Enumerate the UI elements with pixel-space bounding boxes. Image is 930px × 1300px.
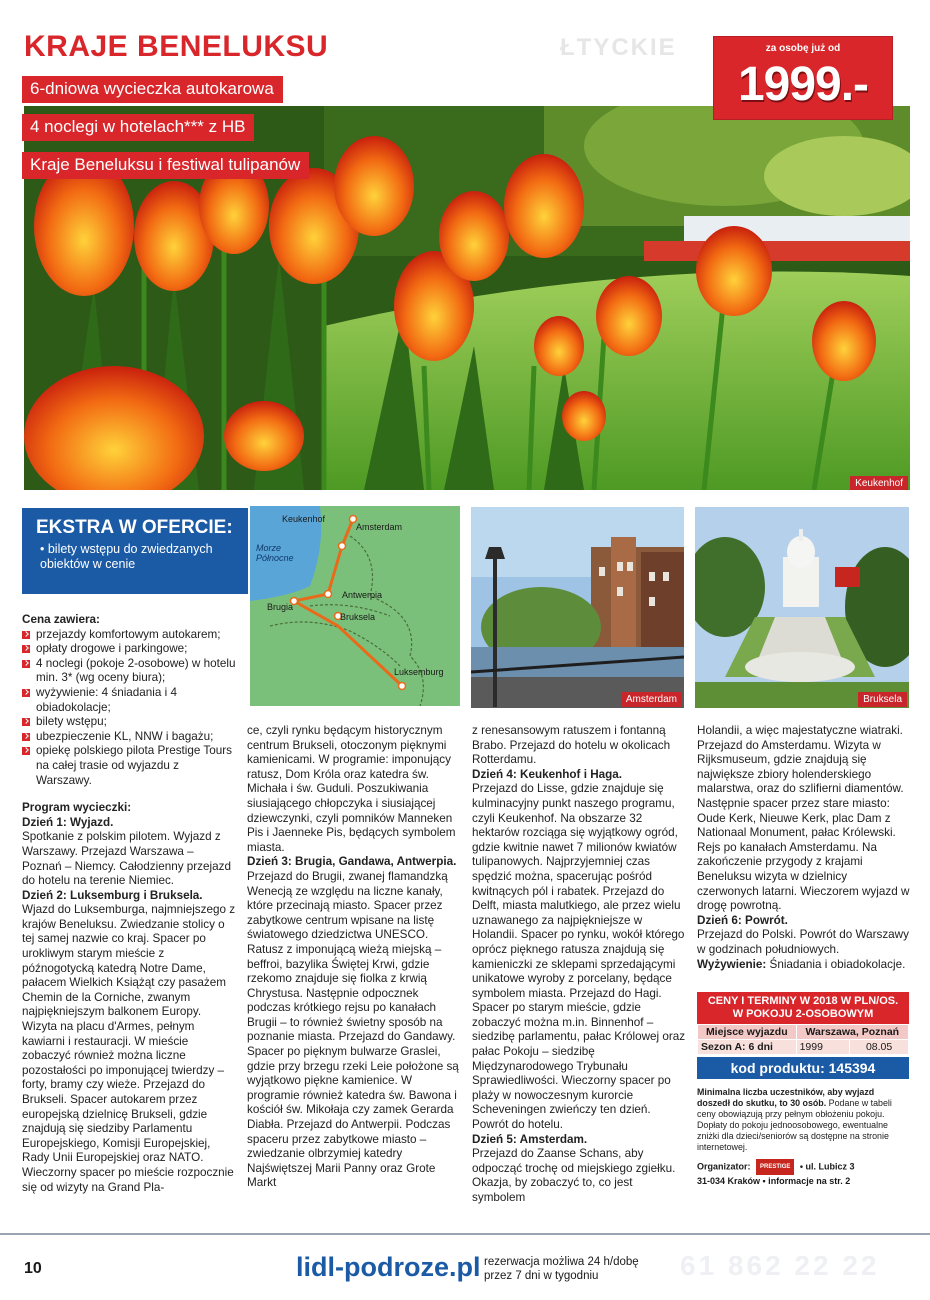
day2-text: Wjazd do Luksemburga, najmniejszego z krajów Beneluksu. Zwiedzanie stolicy o tej samej nazwie co kraj. Spacer po urokliwym starym mieście z późnogotycką katedrą Notre Dame, pałacem Wielkich Książąt czy pasażem Chemin de la Corniche, zwanym najpiękniejszym balkonem Europy. Wizyta na placu d'Armes, pełnym kawiarni i restauracji. W mieście zobaczyć również można liczne pozostałości po imponującej twierdzy – forty, bramy czy wieże. Przejazd do Brukseli. Spacer autokarem przez europejską dzielnicę Brukseli, gdzie znajdują się siedziby Parlamentu Europejskiego, Komisji Europejskiej, Rady Unii Europejskiej oraz NATO. Wieczorny spacer po mieście rozpocznie się od wizyty na Grand Pla- <box>22 903 236 1194</box>
col2-text: ce, czyli rynku będącym historycznym centrum Brukseli, otoczonym pięknymi kamienicami. W programie: imponujący ratusz, Dom Króla oraz katedra św. Michała i św. Guduli. Poszukiwania siusiającego chłopczyka i siusiającej dziewczynki, czyli pomników Manneken Pis i Jaenneke Pis, będących symbolem miasta. <box>247 724 456 854</box>
date-cell: 08.05 <box>850 1040 909 1055</box>
organizer-address-1: • ul. Lubicz 3 <box>799 1161 855 1172</box>
day3-text: Przejazd do Brugii, zwanej flamandzką Wenecją ze względu na liczne kanały, które przecinają miasto. Spacer przez zabytkowe centrum wpisane na listę światowego dziedzictwa UNESCO. Ratusz z imponującą wieżą miejską – beffroi, bazylika Świętej Krwi, gdzie rzekomo znajduje się fiolka z krwią Chrystusa. Następnie odpocznek podczas krótkiego rejsu po kanałach Brugii – to również świetny sposób na poznanie miasta. Przejazd do Gandawy. Spacer po pięknym bulwarze Graslei, gdzie przy brzegu rzeki Leie położone są wyjątkowo piękne kamienice. W programie również katedra św. Bawona i kościół św. Mikołaja czy zamek Gerarda Diabła. Przejazd do Antwerpii. Podczas spaceru przez zabytkowe miasto – zwiedzanie olbrzymiej katedry Najświętszej Marii Panny oraz Grote Markt <box>247 869 459 1190</box>
price-box <box>714 37 892 119</box>
price-table-header <box>697 992 909 1024</box>
organizer <box>697 1159 909 1187</box>
brussels-caption: Bruksela <box>858 692 907 707</box>
note-text: Podane w tabeli ceny obowiązują przy pełnym obłożeniu pokoju. Dopłaty do pokoju jednoosobowego, ewentualne zniżki dla dzieci/seniorów są dostępne na stronie internetowej. <box>697 1098 892 1152</box>
column-4 <box>697 724 910 972</box>
day6-title: Dzień 6: Powrót. <box>697 913 788 927</box>
phone-number: 61 862 22 22 <box>680 1250 880 1281</box>
list-item: 4 noclegi (pokoje 2-osobowe) w hotelu min. 3* (wg oceny biura); <box>22 657 236 686</box>
list-item: opłaty drogowe i parkingowe; <box>22 642 236 657</box>
price-table-heading-2: W POKOJU 2-OSOBOWYM <box>732 1008 874 1020</box>
day4-text: Przejazd do Lisse, gdzie znajduje się kulminacyjny punkt naszego programu, czyli Keukenhof. Na obszarze 32 hektarów rozciąga się wyjątkowy ogród, gdzie kwitnie nawet 7 milionów kwiatów tulipanowych. Najprzyjemniej czas spędzić można, spacerując pośród kwitnących pól i rabatek. Przejazd do Delft, miasta malutkiego, ale przez wielu uznawanego za najpiękniejsze w Holandii. Spacer po rynku, wokół którego oprócz pięknego ratusza znajdują się kamieniczki ze sklepami sprzedającymi unikatowe wyroby z porcelany, będące symbolem miasta. Przejazd do Hagi. Spacer po starym mieście, gdzie zobaczyć można m.in. Binnenhof – siedzibę parlamentu, pałac Królowej oraz pałac Pokoju – siedzibę Międzynarodowego Trybunału Sprawiedliwości. Wieczorny spacer po plaży w nowoczesnym kurorcie Scheveningen zwieńczy ten dzień. Powrót do hotelu. <box>472 782 686 1132</box>
cena-title: Cena zawiera: <box>22 613 100 626</box>
note-bold: Minimalna liczba uczestników, aby wyjazd doszedł do skutku, to 30 osób. <box>697 1087 875 1108</box>
col3-text: z renesansowym ratuszem i fontanną Brabo. Przejazd do hotelu w okolicach Rotterdamu. <box>472 724 671 767</box>
price-value: 1999.- <box>737 58 869 111</box>
map-label-amsterdam: Amsterdam <box>356 522 403 532</box>
col4-text: Holandii, a więc majestatyczne wiatraki. Przejazd do Amsterdamu. Wizyta w Rijksmuseum, gdzie znajdują się największe zbiory holenderskiego malarstwa, oraz do szlifierni diamentów. Następnie spacer przez stare miasto: Oude Kerk, Nieuwe Kerk, plac Dam z Nationaal Monument, pałac Królewski. Rejs po kanałach Amsterdamu. Na zakończenie przygody z krajami Beneluksu wizyta w dzielnicy czerwonych latarni. Wieczorem wyjazd w drogę powrotną. <box>697 724 910 913</box>
ekstra-box <box>22 508 248 594</box>
list-item: opiekę polskiego pilota Prestige Tours na całej trasie od wyjazdu z Warszawy. <box>22 744 236 788</box>
product-code: kod produktu: 145394 <box>697 1057 909 1079</box>
hero-caption: Keukenhof <box>850 476 908 490</box>
website-link[interactable]: lidl-podroze.pl <box>296 1252 481 1282</box>
map-label-brugia: Brugia <box>267 602 294 612</box>
price-table <box>697 992 909 1079</box>
meals-text: Śniadania i obiadokolacje. <box>769 957 906 971</box>
page-number: 10 <box>24 1260 42 1277</box>
tag-theme: Kraje Beneluksu i festiwal tulipanów <box>22 152 309 179</box>
booking-line-1: rezerwacja możliwa 24 h/dobę <box>484 1256 639 1268</box>
season-cell: Sezon A: 6 dni <box>698 1040 797 1055</box>
day1-text: Spotkanie z polskim pilotem. Wyjazd z Warszawy. Przejazd Warszawa – Poznań – Niemcy. Całodzienny przejazd do hotelu na terenie Niemiec. <box>22 830 231 888</box>
column-2 <box>247 724 461 1191</box>
price-table-grid <box>697 1024 909 1055</box>
list-item: przejazdy komfortowym autokarem; <box>22 628 236 643</box>
day3-title: Dzień 3: Brugia, Gandawa, Antwerpia. <box>247 855 457 869</box>
map-label-bruksela: Bruksela <box>340 612 376 622</box>
ekstra-title: EKSTRA W OFERCIE: <box>36 517 233 538</box>
city-header: Warszawa, Poznań <box>796 1025 908 1040</box>
list-item: wyżywienie: 4 śniadania i 4 obiadokolacje; <box>22 686 236 715</box>
meals-label: Wyżywienie: <box>697 957 767 971</box>
participants-note <box>697 1087 909 1153</box>
program-title: Program wycieczki: <box>22 801 132 815</box>
footer-divider <box>0 1233 930 1235</box>
organizer-label: Organizator: <box>697 1161 751 1172</box>
cena-list <box>22 628 236 789</box>
map-label-luksemburg: Luksemburg <box>394 667 444 677</box>
booking-line-2: przez 7 dni w tygodniu <box>484 1270 599 1282</box>
amsterdam-photo <box>471 507 684 708</box>
booking-info <box>484 1255 639 1283</box>
day2-title: Dzień 2: Luksemburg i Bruksela. <box>22 888 203 902</box>
departure-header: Miejsce wyjazdu <box>698 1025 797 1040</box>
route-map <box>250 506 460 706</box>
day5-text: Przejazd do Zaanse Schans, aby odpocząć trochę od miejskiego zgiełku. Okazja, by zobaczyć to, co jest symbolem <box>472 1147 676 1204</box>
tag-trip-type: 6-dniowa wycieczka autokarowa <box>22 76 283 103</box>
ghost-title: ŁTYCKIE <box>560 34 677 61</box>
map-label-keukenhof: Keukenhof <box>282 514 326 524</box>
map-label-antwerpia: Antwerpia <box>342 590 383 600</box>
ekstra-bullet: • bilety wstępu do zwiedzanych obiektów w cenie <box>40 542 213 571</box>
day6-text: Przejazd do Polski. Powrót do Warszawy w godzinach południowych. <box>697 928 909 956</box>
prestige-logo: PRESTIGE <box>756 1159 794 1175</box>
tag-accommodation: 4 noclegi w hotelach*** z HB <box>22 114 254 141</box>
column-1 <box>22 613 236 1195</box>
organizer-address-2: 31-034 Kraków • informacje na str. 2 <box>697 1176 851 1186</box>
list-item: bilety wstępu; <box>22 715 236 730</box>
map-sea-label: Morze Północne <box>256 543 294 563</box>
day5-title: Dzień 5: Amsterdam. <box>472 1132 588 1146</box>
price-table-heading-1: CENY I TERMINY W 2018 W PLN/OS. <box>707 995 899 1007</box>
list-item: ubezpieczenie KL, NNW i bagażu; <box>22 730 236 745</box>
amsterdam-caption: Amsterdam <box>621 692 682 707</box>
day4-title: Dzień 4: Keukenhof i Haga. <box>472 767 623 781</box>
price-cell: 1999 <box>796 1040 850 1055</box>
page-title: KRAJE BENELUKSU <box>24 30 329 63</box>
day1-title: Dzień 1: Wyjazd. <box>22 815 114 829</box>
table-row <box>698 1040 909 1055</box>
brussels-photo <box>695 507 909 708</box>
column-3 <box>472 724 686 1206</box>
price-prefix: za osobę już od <box>765 43 841 54</box>
